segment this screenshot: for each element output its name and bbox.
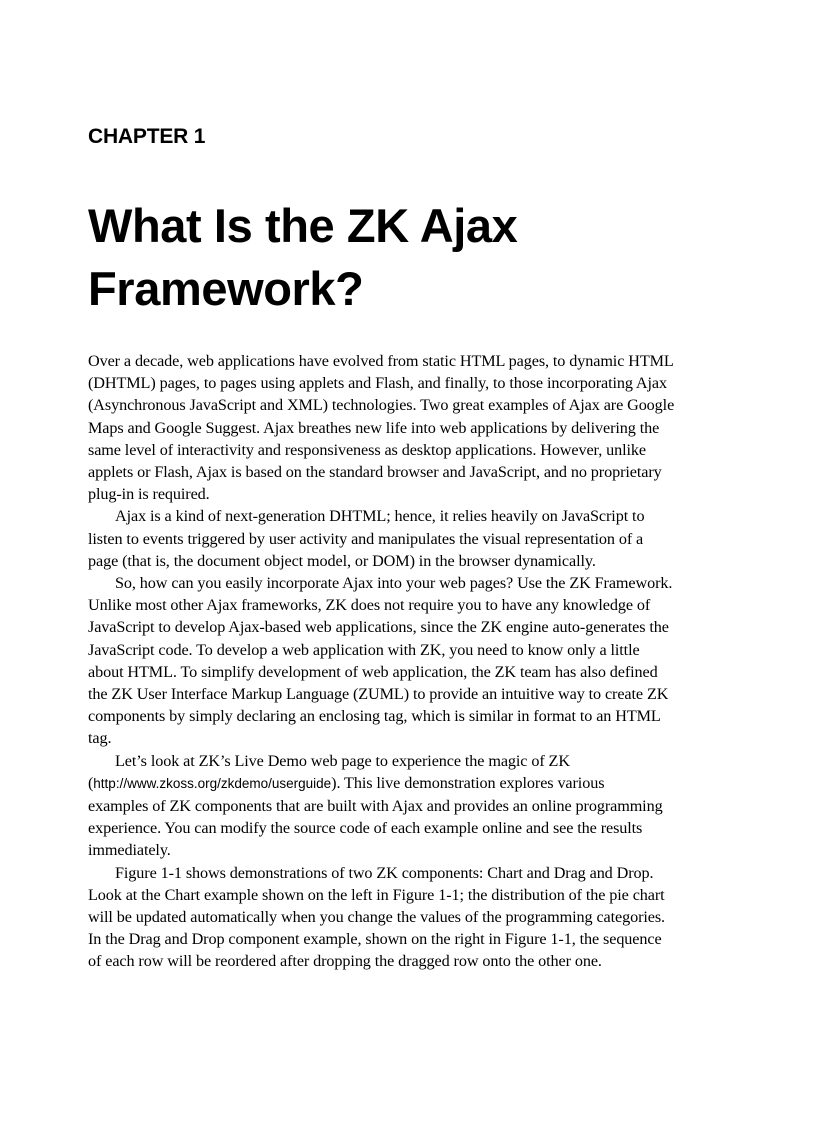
paragraph-zk-framework xyxy=(88,572,733,750)
text-line: applets or Flash, Ajax is based on the standard browser and JavaScript, and no proprietary xyxy=(88,463,662,482)
text-line: JavaScript to develop Ajax-based web applications, since the ZK engine auto-generates the xyxy=(88,618,669,637)
text-line: Let’s look at ZK’s Live Demo web page to experience the magic of ZK xyxy=(115,751,570,770)
text-line: Look at the Chart example shown on the left in Figure 1-1; the distribution of the pie chart xyxy=(88,885,665,904)
text-line: components by simply declaring an enclosing tag, which is similar in format to an HTML xyxy=(88,707,661,726)
text-line: plug-in is required. xyxy=(88,485,210,504)
text-line: examples of ZK components that are built with Ajax and provides an online programming xyxy=(88,797,663,816)
text-line: JavaScript code. To develop a web application with ZK, you need to know only a little xyxy=(88,640,640,659)
chapter-title xyxy=(88,194,748,320)
chapter-title-line: What Is the ZK Ajax xyxy=(88,199,518,252)
text-line: experience. You can modify the source code of each example online and see the results xyxy=(88,819,643,838)
text-line: immediately. xyxy=(88,841,171,860)
text-line: Unlike most other Ajax frameworks, ZK does not require you to have any knowledge of xyxy=(88,596,651,615)
paragraph-live-demo xyxy=(88,750,733,862)
text-line: tag. xyxy=(88,729,112,748)
text-line: about HTML. To simplify development of web application, the ZK team has also defined xyxy=(88,662,658,681)
text-line: Over a decade, web applications have evolved from static HTML pages, to dynamic HTML xyxy=(88,352,674,370)
text-line: will be updated automatically when you change the values of the programming categories. xyxy=(88,908,666,927)
text-line: of each row will be reordered after dropping the dragged row onto the other one. xyxy=(88,952,602,971)
text-line: page (that is, the document object model, or DOM) in the browser dynamically. xyxy=(88,551,596,570)
text-segment: ). This live demonstration explores various xyxy=(331,773,605,792)
paragraph-figure-reference xyxy=(88,862,733,973)
text-line: So, how can you easily incorporate Ajax into your web pages? Use the ZK Framework. xyxy=(115,574,673,593)
live-demo-url: http://www.zkoss.org/zkdemo/userguide xyxy=(93,775,332,791)
text-line: same level of interactivity and responsiveness as desktop applications. However, unlike xyxy=(88,440,646,459)
text-line: Maps and Google Suggest. Ajax breathes new life into web applications by delivering the xyxy=(88,418,660,437)
paragraph-intro xyxy=(88,350,733,505)
chapter-body xyxy=(88,350,733,973)
text-line: In the Drag and Drop component example, shown on the right in Figure 1-1, the sequence xyxy=(88,930,662,949)
text-line: (DHTML) pages, to pages using applets and Flash, and finally, to those incorporating Ajax xyxy=(88,374,667,393)
text-line xyxy=(88,772,733,795)
text-line: Ajax is a kind of next-generation DHTML; hence, it relies heavily on JavaScript to xyxy=(115,507,645,526)
text-line: the ZK User Interface Markup Language (ZUML) to provide an intuitive way to create ZK xyxy=(88,685,669,704)
chapter-label: CHAPTER 1 xyxy=(88,125,206,148)
open-paren: ( xyxy=(88,773,94,792)
chapter-title-line: Framework? xyxy=(88,262,364,315)
text-line: Figure 1-1 shows demonstrations of two ZK components: Chart and Drag and Drop. xyxy=(115,863,654,882)
paragraph-dhtml xyxy=(88,505,733,572)
text-line: (Asynchronous JavaScript and XML) technologies. Two great examples of Ajax are Google xyxy=(88,396,675,415)
text-line: listen to events triggered by user activity and manipulates the visual representation of a xyxy=(88,529,644,548)
